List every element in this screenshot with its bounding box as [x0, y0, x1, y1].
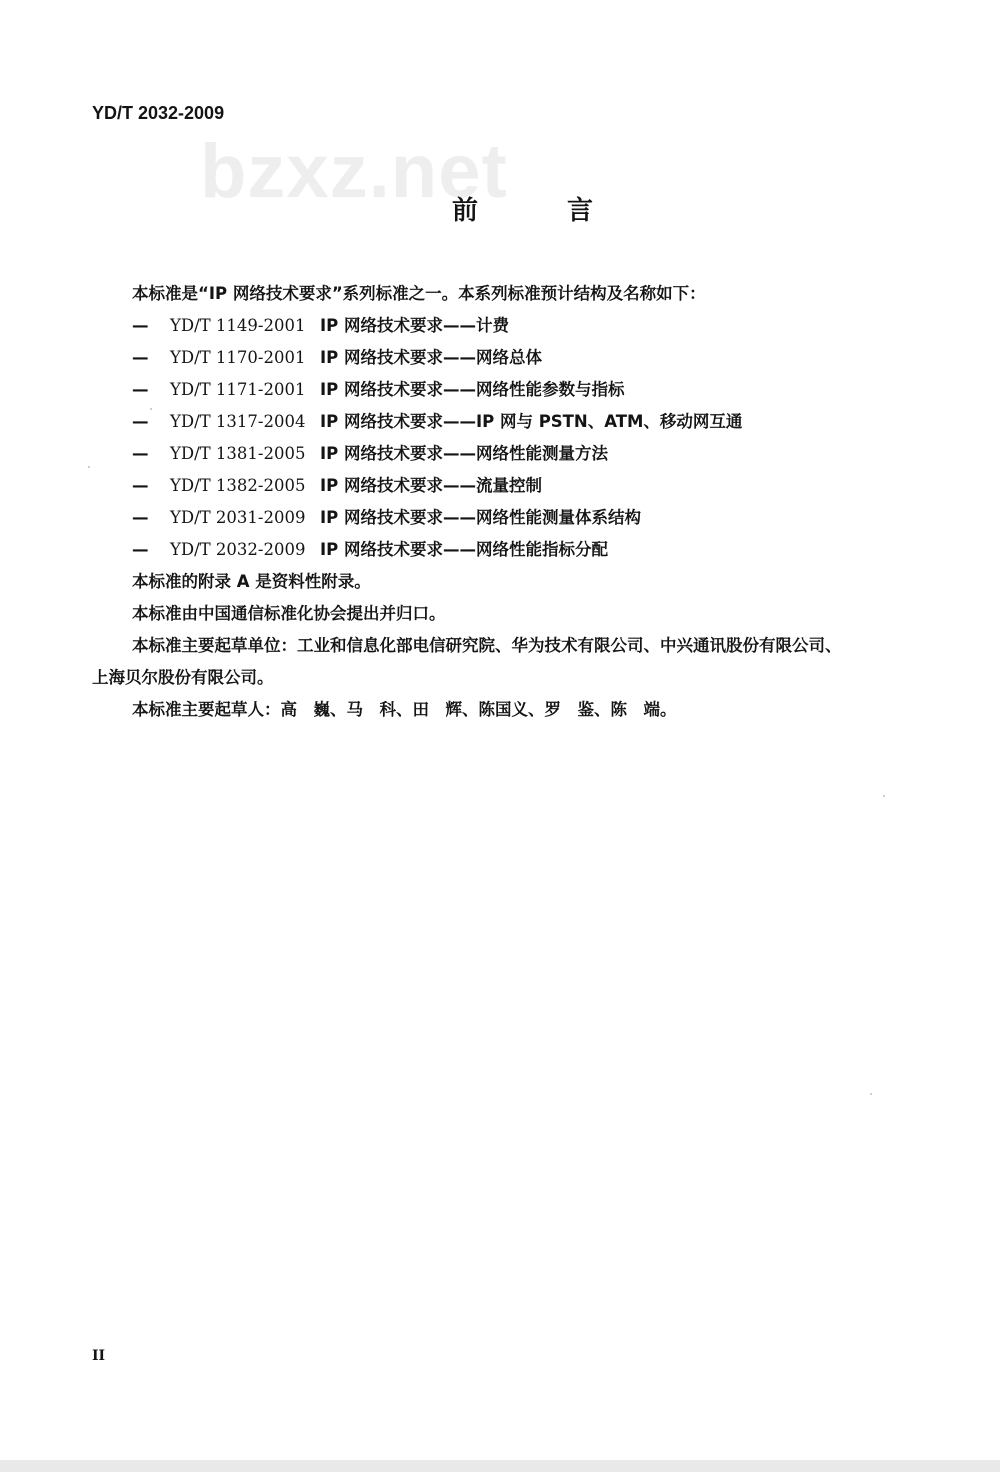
standard-name: IP 网络技术要求——网络性能指标分配: [320, 540, 608, 559]
list-dash: —: [132, 380, 149, 399]
series-item: [92, 406, 932, 438]
series-item: [92, 310, 932, 342]
series-item: [92, 374, 932, 406]
standard-name: IP 网络技术要求——网络性能测量体系结构: [320, 508, 641, 527]
standard-code: YD/T 2031-2009: [170, 508, 306, 527]
list-dash: —: [132, 316, 149, 335]
list-dash: —: [132, 412, 149, 431]
series-item: [92, 534, 932, 566]
standard-code: YD/T 2032-2009: [170, 540, 306, 559]
drafting-units-paragraph: 本标准主要起草单位：工业和信息化部电信研究院、华为技术有限公司、中兴通讯股份有限公司、: [132, 636, 842, 655]
scan-speck: [88, 466, 90, 468]
drafters-paragraph: 本标准主要起草人：高 巍、马 科、田 辉、陈国义、罗 鉴、陈 端。: [132, 700, 677, 719]
standard-code: YD/T 1149-2001: [170, 316, 306, 335]
standard-name: IP 网络技术要求——IP 网与 PSTN、ATM、移动网互通: [320, 412, 743, 431]
series-item: [92, 470, 932, 502]
standard-code: YD/T 1171-2001: [170, 380, 306, 399]
list-dash: —: [132, 540, 149, 559]
list-dash: —: [132, 348, 149, 367]
scan-speck: [150, 408, 152, 410]
standard-name: IP 网络技术要求——网络性能参数与指标: [320, 380, 625, 399]
page-title: 前 言: [452, 196, 634, 226]
scan-speck: [883, 795, 885, 797]
standard-code-header: YD/T 2032-2009: [92, 103, 225, 123]
watermark: bzxz.net: [200, 129, 508, 214]
standard-name: IP 网络技术要求——网络性能测量方法: [320, 444, 608, 463]
standard-code: YD/T 1381-2005: [170, 444, 306, 463]
series-item: [92, 342, 932, 374]
standard-code: YD/T 1382-2005: [170, 476, 306, 495]
list-dash: —: [132, 444, 149, 463]
list-dash: —: [132, 476, 149, 495]
list-dash: —: [132, 508, 149, 527]
standard-code: YD/T 1317-2004: [170, 412, 306, 431]
appendix-paragraph: 本标准的附录 A 是资料性附录。: [132, 572, 371, 591]
series-item: [92, 438, 932, 470]
series-item: [92, 502, 932, 534]
page-number: II: [92, 1348, 106, 1364]
standard-name: IP 网络技术要求——流量控制: [320, 476, 542, 495]
scan-speck: [870, 1093, 872, 1095]
proposal-paragraph: 本标准由中国通信标准化协会提出并归口。: [132, 604, 446, 623]
standard-name: IP 网络技术要求——计费: [320, 316, 509, 335]
foreword-body: [92, 278, 932, 726]
drafting-units-continuation: 上海贝尔股份有限公司。: [92, 668, 274, 687]
standard-code: YD/T 1170-2001: [170, 348, 306, 367]
intro-paragraph: 本标准是“IP 网络技术要求”系列标准之一。本系列标准预计结构及名称如下：: [132, 284, 706, 303]
standard-name: IP 网络技术要求——网络总体: [320, 348, 542, 367]
series-list: [92, 310, 932, 566]
page-edge: [0, 1460, 1000, 1472]
